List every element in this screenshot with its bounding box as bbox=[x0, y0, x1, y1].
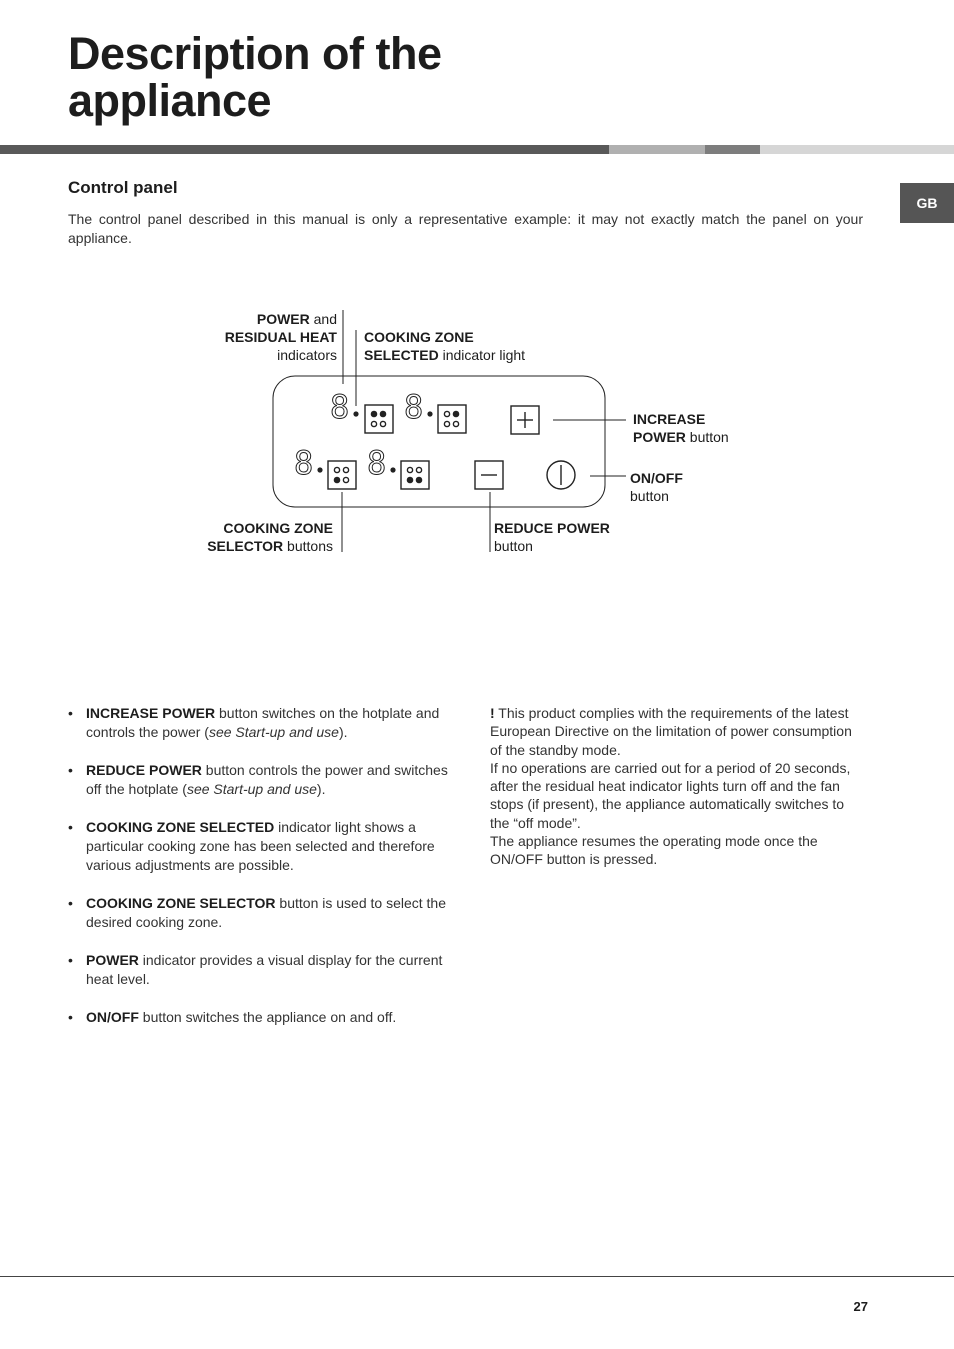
digit-display-front-right: 8 bbox=[367, 444, 387, 482]
decimal-dot-1 bbox=[353, 411, 358, 416]
intro-paragraph: The control panel described in this manual is only a representative example: it may not exactly match the panel on your appliance. bbox=[68, 211, 863, 246]
header-band-mid bbox=[705, 145, 760, 154]
zone-selector-rear-right-icon bbox=[438, 405, 466, 433]
note-paragraph-3: The appliance resumes the operating mode once the ON/OFF button is pressed. bbox=[490, 833, 818, 868]
list-item: • COOKING ZONE SELECTOR button is used to select the desired cooking zone. bbox=[68, 894, 448, 932]
note-paragraph-2: If no operations are carried out for a period of 20 seconds, after the residual heat indicator lights turn off and the fan stops (if present), the appliance automatically switches to the “off mode”. bbox=[490, 759, 851, 831]
section-title: Control panel bbox=[68, 178, 178, 197]
label-power-residual-heat: POWER and RESIDUAL HEAT indicators bbox=[224, 311, 337, 363]
page-title-line-1: Description of the bbox=[68, 28, 442, 79]
note-paragraph-1: ! This product complies with the requirements of the latest European Directive on the limitation of power consumption of the standby mode. bbox=[490, 705, 852, 758]
page-number: 27 bbox=[853, 1299, 868, 1314]
decimal-dot-3 bbox=[317, 467, 322, 472]
list-item: • COOKING ZONE SELECTED indicator light shows a particular cooking zone has been selected and therefore various adjustments are possible. bbox=[68, 818, 448, 875]
zone-selector-rear-left-icon bbox=[365, 405, 393, 433]
warning-mark: ! bbox=[490, 705, 495, 721]
label-zone-selected: COOKING ZONE SELECTED indicator light bbox=[364, 329, 526, 363]
decimal-dot-2 bbox=[427, 411, 432, 416]
label-increase-power: INCREASE POWER button bbox=[633, 411, 729, 445]
page-title-line-2: appliance bbox=[68, 75, 272, 126]
header-band-pale bbox=[760, 145, 954, 154]
digit-display-rear-right: 8 bbox=[404, 388, 424, 426]
header-band-dark bbox=[0, 145, 609, 154]
zone-selector-front-right-icon bbox=[401, 461, 429, 489]
language-tab: GB bbox=[900, 183, 954, 223]
panel-outline bbox=[273, 376, 605, 507]
power-icon bbox=[547, 461, 575, 489]
minus-icon bbox=[475, 461, 503, 489]
zone-selector-front-left-icon bbox=[328, 461, 356, 489]
digit-display-front-left: 8 bbox=[294, 444, 314, 482]
feature-list bbox=[68, 704, 448, 1046]
label-reduce-power: REDUCE POWER button bbox=[494, 520, 610, 554]
standby-note bbox=[490, 704, 867, 869]
list-item: • ON/OFF button switches the appliance on and off. bbox=[68, 1008, 448, 1027]
list-item: • POWER indicator provides a visual display for the current heat level. bbox=[68, 951, 448, 989]
list-item: • INCREASE POWER button switches on the hotplate and controls the power (see Start-up and use). bbox=[68, 704, 448, 742]
label-on-off: ON/OFF button bbox=[630, 470, 683, 504]
list-item: • REDUCE POWER button controls the power and switches off the hotplate (see Start-up and use). bbox=[68, 761, 448, 799]
footer-divider bbox=[0, 1276, 954, 1277]
digit-display-rear-left: 8 bbox=[330, 388, 350, 426]
plus-icon bbox=[511, 406, 539, 434]
label-zone-selector: COOKING ZONE SELECTOR buttons bbox=[207, 520, 333, 554]
header-band-light bbox=[609, 145, 705, 154]
page-title bbox=[68, 30, 442, 124]
decimal-dot-4 bbox=[390, 467, 395, 472]
